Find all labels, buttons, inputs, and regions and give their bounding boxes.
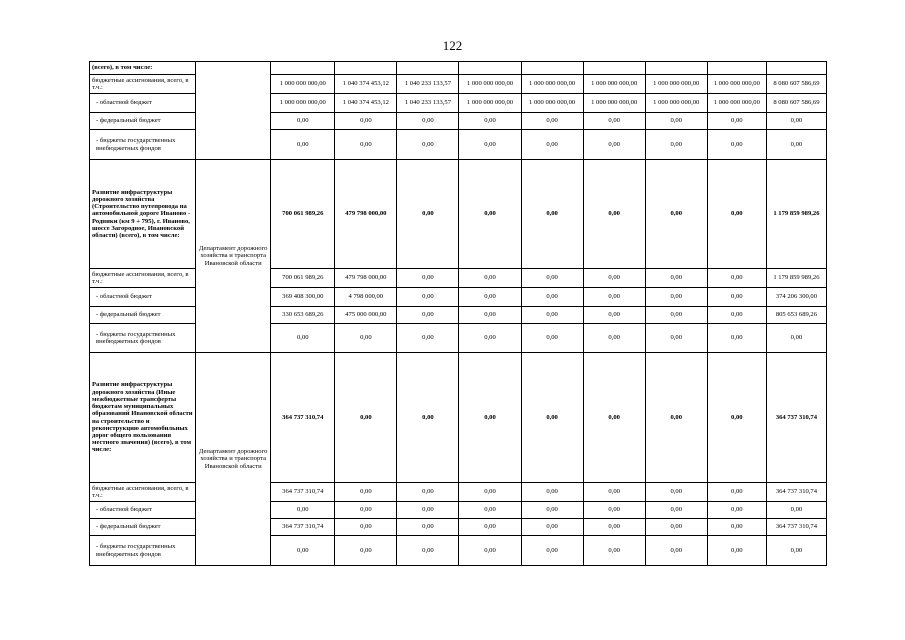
value-cell: 0,00	[707, 502, 766, 519]
value-cell: 0,00	[271, 502, 335, 519]
table-row	[90, 353, 827, 483]
value-cell	[459, 62, 521, 75]
value-cell: 0,00	[459, 130, 521, 160]
value-cell: 364 737 310,74	[766, 483, 826, 502]
value-cell: 0,00	[707, 353, 766, 483]
value-cell: 0,00	[521, 113, 583, 130]
value-cell: 0,00	[271, 324, 335, 353]
value-cell: 0,00	[397, 130, 459, 160]
value-cell: 0,00	[459, 536, 521, 566]
value-cell: 0,00	[707, 536, 766, 566]
value-cell: 1 040 374 453,12	[335, 94, 397, 113]
row-label: бюджетные ассигнования, всего, в т.ч.:	[90, 75, 196, 94]
value-cell: 0,00	[459, 307, 521, 324]
value-cell: 1 000 000 000,00	[521, 94, 583, 113]
department-cell: Департамент дорожного хозяйства и транспорта Ивановской области	[196, 160, 271, 353]
value-cell: 0,00	[583, 519, 645, 536]
value-cell: 0,00	[707, 269, 766, 288]
value-cell: 0,00	[583, 113, 645, 130]
value-cell	[583, 62, 645, 75]
value-cell: 0,00	[397, 113, 459, 130]
value-cell: 0,00	[645, 113, 707, 130]
value-cell: 8 080 607 586,69	[766, 75, 826, 94]
value-cell: 364 737 310,74	[766, 353, 826, 483]
value-cell: 0,00	[766, 130, 826, 160]
value-cell: 364 737 310,74	[766, 519, 826, 536]
value-cell: 1 000 000 000,00	[459, 94, 521, 113]
row-label: - бюджеты государственных внебюджетных фондов	[90, 536, 196, 566]
value-cell: 0,00	[645, 536, 707, 566]
value-cell: 0,00	[459, 160, 521, 269]
value-cell: 0,00	[707, 324, 766, 353]
value-cell: 0,00	[583, 130, 645, 160]
value-cell: 0,00	[583, 502, 645, 519]
value-cell: 0,00	[645, 269, 707, 288]
value-cell: 0,00	[335, 502, 397, 519]
value-cell: 0,00	[707, 519, 766, 536]
value-cell	[271, 62, 335, 75]
value-cell: 364 737 310,74	[271, 519, 335, 536]
value-cell: 0,00	[335, 113, 397, 130]
value-cell: 0,00	[707, 160, 766, 269]
value-cell: 0,00	[521, 502, 583, 519]
value-cell: 1 000 000 000,00	[707, 94, 766, 113]
row-label: - федеральный бюджет	[90, 519, 196, 536]
value-cell: 0,00	[521, 307, 583, 324]
value-cell: 0,00	[459, 113, 521, 130]
value-cell: 0,00	[335, 353, 397, 483]
value-cell: 475 000 000,00	[335, 307, 397, 324]
value-cell: 0,00	[521, 324, 583, 353]
value-cell	[707, 62, 766, 75]
value-cell: 1 000 000 000,00	[521, 75, 583, 94]
value-cell	[335, 62, 397, 75]
value-cell: 1 000 000 000,00	[645, 94, 707, 113]
row-label: Развитие инфраструктуры дорожного хозяйства (Строительство путепровода на автомобильной дороге Иваново - Родники (км 9 + 795), г. Иваново, шоссе Загородное, Ивановской области) (всего), в том числе:	[90, 160, 196, 269]
value-cell: 0,00	[583, 483, 645, 502]
value-cell: 0,00	[397, 536, 459, 566]
value-cell: 0,00	[459, 483, 521, 502]
value-cell: 1 000 000 000,00	[707, 75, 766, 94]
value-cell: 0,00	[459, 288, 521, 307]
row-label: - федеральный бюджет	[90, 307, 196, 324]
value-cell: 0,00	[459, 519, 521, 536]
value-cell: 0,00	[459, 502, 521, 519]
value-cell: 0,00	[583, 307, 645, 324]
value-cell: 0,00	[766, 113, 826, 130]
value-cell: 0,00	[583, 269, 645, 288]
value-cell: 0,00	[459, 324, 521, 353]
value-cell: 1 179 859 989,26	[766, 269, 826, 288]
row-label: бюджетные ассигнования, всего, в т.ч.:	[90, 483, 196, 502]
value-cell: 0,00	[707, 130, 766, 160]
value-cell	[397, 62, 459, 75]
value-cell: 0,00	[271, 536, 335, 566]
value-cell: 0,00	[583, 536, 645, 566]
value-cell: 1 000 000 000,00	[271, 75, 335, 94]
value-cell: 4 798 000,00	[335, 288, 397, 307]
value-cell: 0,00	[583, 160, 645, 269]
row-label: - федеральный бюджет	[90, 113, 196, 130]
value-cell: 1 000 000 000,00	[459, 75, 521, 94]
value-cell: 0,00	[707, 483, 766, 502]
value-cell: 374 206 300,00	[766, 288, 826, 307]
value-cell: 0,00	[583, 353, 645, 483]
value-cell: 1 000 000 000,00	[583, 75, 645, 94]
value-cell: 0,00	[583, 324, 645, 353]
value-cell: 0,00	[645, 130, 707, 160]
table-row	[90, 62, 827, 75]
value-cell: 0,00	[645, 353, 707, 483]
value-cell: 0,00	[707, 307, 766, 324]
value-cell: 0,00	[397, 288, 459, 307]
row-label: - бюджеты государственных внебюджетных фондов	[90, 130, 196, 160]
value-cell: 0,00	[335, 519, 397, 536]
value-cell: 0,00	[766, 502, 826, 519]
value-cell: 0,00	[521, 130, 583, 160]
value-cell: 330 653 689,26	[271, 307, 335, 324]
value-cell: 0,00	[521, 160, 583, 269]
value-cell: 0,00	[397, 353, 459, 483]
row-label: - бюджеты государственных внебюджетных фондов	[90, 324, 196, 353]
value-cell: 8 080 607 586,69	[766, 94, 826, 113]
value-cell: 0,00	[521, 536, 583, 566]
value-cell: 0,00	[335, 324, 397, 353]
row-label: (всего), в том числе:	[90, 62, 196, 75]
value-cell: 1 040 374 453,12	[335, 75, 397, 94]
value-cell: 805 653 689,26	[766, 307, 826, 324]
value-cell: 0,00	[271, 130, 335, 160]
value-cell: 1 179 859 989,26	[766, 160, 826, 269]
value-cell: 0,00	[707, 113, 766, 130]
value-cell	[521, 62, 583, 75]
value-cell: 0,00	[397, 307, 459, 324]
value-cell: 0,00	[271, 113, 335, 130]
value-cell: 0,00	[397, 269, 459, 288]
value-cell: 0,00	[397, 519, 459, 536]
value-cell: 700 061 989,26	[271, 269, 335, 288]
row-label: - областной бюджет	[90, 288, 196, 307]
value-cell	[766, 62, 826, 75]
value-cell: 0,00	[645, 288, 707, 307]
value-cell: 0,00	[521, 483, 583, 502]
value-cell: 1 040 233 133,57	[397, 94, 459, 113]
value-cell: 364 737 310,74	[271, 353, 335, 483]
value-cell: 0,00	[645, 502, 707, 519]
value-cell: 369 408 300,00	[271, 288, 335, 307]
value-cell: 0,00	[645, 519, 707, 536]
value-cell: 0,00	[397, 160, 459, 269]
value-cell: 0,00	[707, 288, 766, 307]
value-cell: 0,00	[397, 502, 459, 519]
value-cell: 1 000 000 000,00	[583, 94, 645, 113]
row-label: бюджетные ассигнования, всего, в т.ч.:	[90, 269, 196, 288]
value-cell: 700 061 989,26	[271, 160, 335, 269]
value-cell: 0,00	[521, 353, 583, 483]
value-cell: 0,00	[521, 288, 583, 307]
value-cell: 0,00	[645, 307, 707, 324]
value-cell: 0,00	[766, 324, 826, 353]
value-cell: 0,00	[335, 483, 397, 502]
value-cell	[645, 62, 707, 75]
page-number: 122	[442, 38, 463, 53]
value-cell: 0,00	[645, 160, 707, 269]
budget-table	[89, 61, 827, 566]
value-cell: 479 798 000,00	[335, 160, 397, 269]
value-cell: 479 798 000,00	[335, 269, 397, 288]
table-row	[90, 160, 827, 269]
value-cell: 1 000 000 000,00	[271, 94, 335, 113]
department-cell	[196, 62, 271, 160]
value-cell: 0,00	[459, 353, 521, 483]
value-cell: 364 737 310,74	[271, 483, 335, 502]
value-cell: 1 040 233 133,57	[397, 75, 459, 94]
value-cell: 0,00	[397, 483, 459, 502]
value-cell: 0,00	[521, 519, 583, 536]
value-cell: 0,00	[397, 324, 459, 353]
value-cell: 0,00	[645, 483, 707, 502]
row-label: - областной бюджет	[90, 94, 196, 113]
value-cell: 0,00	[583, 288, 645, 307]
value-cell: 0,00	[766, 536, 826, 566]
value-cell: 1 000 000 000,00	[645, 75, 707, 94]
value-cell: 0,00	[335, 130, 397, 160]
row-label: Развитие инфраструктуры дорожного хозяйства (Иные межбюджетные трансферты бюджетам муниципальных образований Ивановской области на строительство и реконструкцию автомобильных дорог общего пользования местного значения) (всего), в том числе:	[90, 353, 196, 483]
value-cell: 0,00	[645, 324, 707, 353]
row-label: - областной бюджет	[90, 502, 196, 519]
value-cell: 0,00	[335, 536, 397, 566]
value-cell: 0,00	[521, 269, 583, 288]
department-cell: Департамент дорожного хозяйства и транспорта Ивановской области	[196, 353, 271, 566]
value-cell: 0,00	[459, 269, 521, 288]
